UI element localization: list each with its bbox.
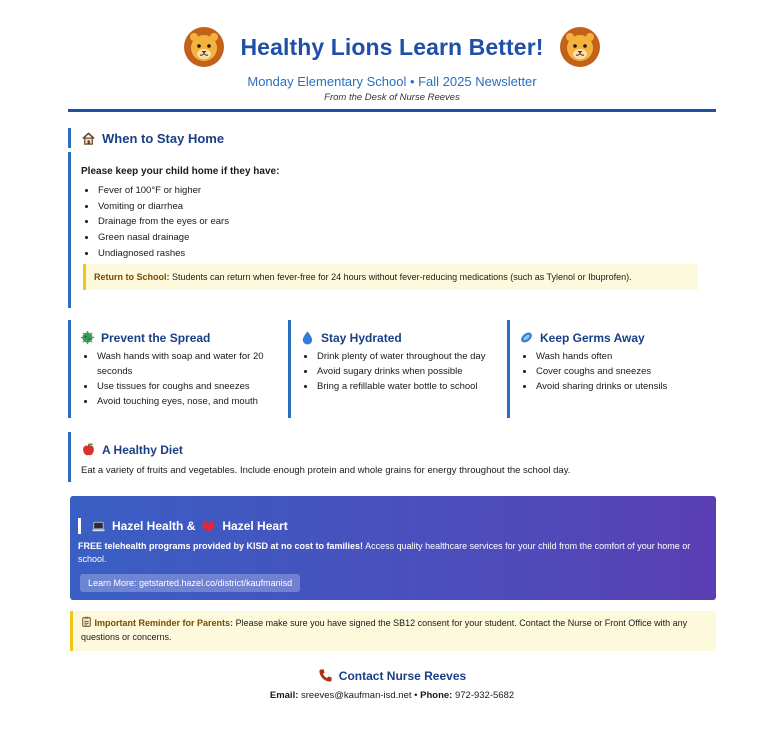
list-item: • Wash hands often xyxy=(535,349,716,364)
section-title: Stay Hydrated xyxy=(321,330,402,345)
hazel-description xyxy=(78,540,698,566)
heart-icon xyxy=(201,519,216,534)
healthy-diet-heading xyxy=(81,442,708,457)
microbe-icon xyxy=(80,330,95,345)
list-item: • Undiagnosed rashes xyxy=(97,246,721,262)
keep-germs-away-card xyxy=(507,320,716,418)
stay-home-heading xyxy=(68,128,224,148)
house-icon xyxy=(81,131,96,146)
hazel-heart-title: Hazel Heart xyxy=(222,519,288,533)
stay-home-list xyxy=(81,183,721,262)
newsletter-subtitle: Monday Elementary School • Fall 2025 Newsletter xyxy=(247,74,537,89)
newsletter-header xyxy=(68,22,716,103)
list-item: • Fever of 100°F or higher xyxy=(97,183,721,199)
stay-hydrated-heading xyxy=(300,330,498,345)
prevent-spread-list xyxy=(80,349,278,409)
phone-icon xyxy=(318,668,333,683)
list-item: • Bring a refillable water bottle to school xyxy=(316,379,498,394)
stay-home-card xyxy=(68,152,721,308)
soap-icon xyxy=(519,330,534,345)
list-item: • Vomiting or diarrhea xyxy=(97,199,721,215)
hazel-health-banner xyxy=(70,496,716,600)
section-title: When to Stay Home xyxy=(102,130,225,146)
list-item: • Drink plenty of water throughout the day xyxy=(316,349,498,364)
healthy-diet-text: Eat a variety of fruits and vegetables. Include enough protein and whole grains for energy throughout the school day. xyxy=(81,465,571,476)
prevent-spread-card xyxy=(68,320,278,418)
list-item: • Avoid sharing drinks or utensils xyxy=(535,379,716,394)
healthy-diet-card xyxy=(68,432,708,482)
separator: • xyxy=(414,690,418,701)
water-drop-icon xyxy=(300,330,315,345)
important-reminder xyxy=(70,611,716,651)
prevent-spread-heading xyxy=(80,330,278,345)
section-title: Contact Nurse Reeves xyxy=(338,668,467,683)
learn-more-button[interactable]: Learn More: getstarted.hazel.co/district/kaufmanisd xyxy=(80,574,300,592)
contact-heading xyxy=(68,668,716,683)
keep-germs-away-list xyxy=(519,349,716,394)
section-title: Keep Germs Away xyxy=(540,330,645,345)
laptop-icon xyxy=(91,519,106,534)
hazel-body: Access quality healthcare services for your child from the comfort of your home or school. xyxy=(78,541,691,564)
section-title: A Healthy Diet xyxy=(102,442,183,457)
byline: From the Desk of Nurse Reeves xyxy=(324,92,460,103)
list-item: • Cover coughs and sneezes xyxy=(535,364,716,379)
phone-number[interactable]: 972-932-5682 xyxy=(454,690,515,701)
keep-germs-away-heading xyxy=(519,330,716,345)
phone-label: Phone: xyxy=(420,690,453,701)
list-item: • Avoid sugary drinks when possible xyxy=(316,364,498,379)
clipboard-icon xyxy=(81,616,92,627)
hazel-highlight: FREE telehealth programs provided by KISD at no cost to families! xyxy=(78,541,364,551)
page-title: Healthy Lions Learn Better! xyxy=(240,33,544,60)
return-label: Return to School: xyxy=(94,272,170,282)
header-divider xyxy=(68,109,716,112)
lion-face-icon xyxy=(558,25,602,69)
list-item: • Green nasal drainage xyxy=(97,230,721,246)
return-text: Students can return when fever-free for 24 hours without fever-reducing medications (such as Tylenol or Ibuprofen). xyxy=(172,272,632,282)
reminder-label: Important Reminder for Parents: xyxy=(94,618,234,628)
hazel-health-title: Hazel Health & xyxy=(112,519,196,533)
section-title: Prevent the Spread xyxy=(101,330,211,345)
stay-hydrated-list xyxy=(300,349,498,394)
stay-home-lead: Please keep your child home if they have: xyxy=(81,166,280,177)
list-item: • Avoid touching eyes, nose, and mouth xyxy=(96,394,278,409)
reminder-text: Please make sure you have signed the SB12 consent for your student. Contact the Nurse or Front Office with any questions or concerns. xyxy=(81,618,688,642)
contact-section xyxy=(68,668,716,701)
contact-details xyxy=(68,690,716,701)
stay-hydrated-card xyxy=(288,320,498,418)
email-label: Email: xyxy=(269,690,299,701)
list-item: • Drainage from the eyes or ears xyxy=(97,214,721,230)
hazel-heading xyxy=(78,518,288,534)
list-item: • Use tissues for coughs and sneezes xyxy=(96,379,278,394)
lion-face-icon xyxy=(182,25,226,69)
email-link[interactable]: sreeves@kaufman-isd.net xyxy=(301,690,412,701)
list-item: • Wash hands with soap and water for 20 seconds xyxy=(96,349,278,379)
apple-icon xyxy=(81,442,96,457)
return-to-school-note xyxy=(83,264,698,290)
